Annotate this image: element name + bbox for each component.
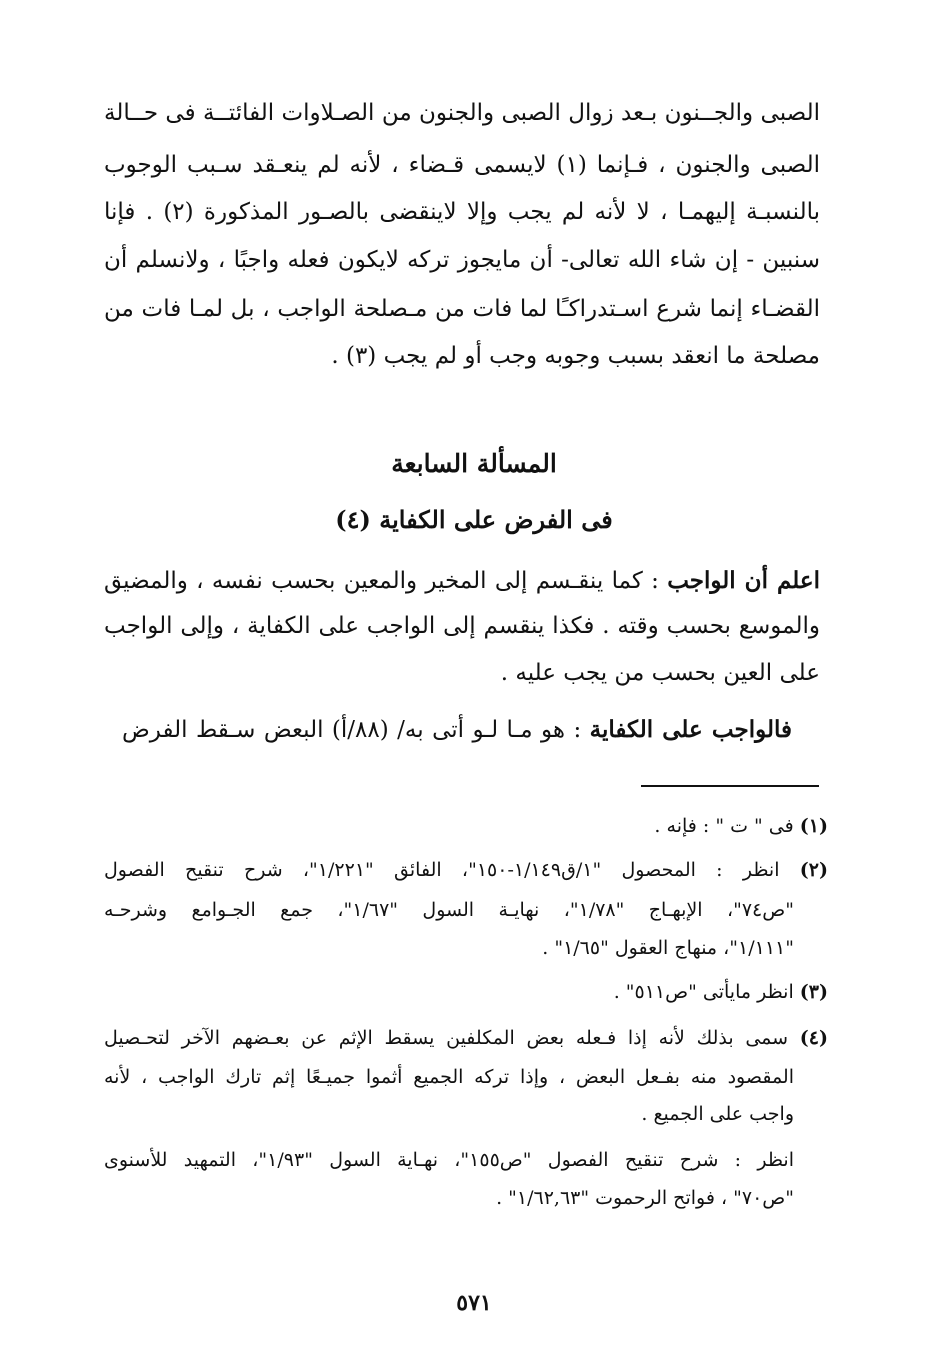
page-number: ٥٧١ [456,1290,492,1316]
footnote-4-line-5: "ص٧٠" ، فواتح الرحموت "١/٦٢,٦٣" . [496,1187,794,1209]
footnote-2-line-2: "ص٧٤"، الإبهـاج "١/٧٨"، نهايـة السول "١/٦٧"، جمع الجـوامع وشرحـه [104,899,794,921]
footnote-4-text-1: سمى بذلك لأنه إذا فـعله بعض المكلفين يسقط الإثم عن بعـضهم الآخر لتحـصيل [104,1027,789,1049]
section-heading: المسألة السابعة [391,449,557,478]
para1-lead: اعلم أن الواجب [667,567,820,594]
footnote-3 [104,981,828,1003]
footnote-1 [104,815,828,837]
para2-rest: : هو مـا لـو أتى به/ (٨٨/أ) البعض سـقط الفرض [122,717,590,743]
footnote-4-line-1 [104,1027,828,1049]
body-line-5: القضـاء إنما شرع اسـتدراكـًا لما فات من مـصلحة الواجب ، بل لمـا فات من [104,296,820,322]
footnote-2-text-1: انظر : المحصول "١/ق١/١٤٩-١٥٠"، الفائق "١/٢٢١"، شرح تنقيح الفصول [104,859,780,881]
footnote-4-line-4: انظر : شرح تنقيح الفصول "ص١٥٥"، نهـاية السول "١/٩٣"، التمهيد للأسنوى [104,1149,794,1171]
footnote-1-number: (١) [799,815,828,837]
footnote-4-line-3: واجب على الجميع . [641,1103,794,1125]
para1-line1-rest: : كما ينقـسم إلى المخير والمعين بحسب نفسه ، والمضيق [104,568,668,594]
body-line-3: بالنسبـة إليهمـا ، لا لأنه لم يجب وإلا لاينقضى بالصـور المذكورة (٢) . فإنا [104,199,820,225]
para1-line-2: والموسع بحسب وقته . فكذا ينقسم إلى الواجب على الكفاية ، وإلى الواجب [104,613,820,639]
footnote-separator [641,785,819,787]
para1-line-1 [104,567,820,594]
body-line-2: الصبى والجنون ، فـإنما (١) لايسمى قـضاء ، لأنه لم ينعـقد سـبب الوجوب [104,152,820,178]
footnote-3-text: انظر مايأتى "ص٥١١" . [613,981,794,1003]
footnote-3-number: (٣) [799,981,828,1003]
para2-lead: فالواجب على الكفاية [589,716,792,743]
footnote-2-number: (٢) [799,859,828,881]
body-line-4: سنبين - إن شاء الله تعالى- أن مايجوز تركه لايكون فعله واجبًا ، ولانسلم أن [104,247,820,273]
footnote-1-text: فى " ت " : فإنه . [654,815,794,837]
body-line-1: الصبى والجــنون بـعد زوال الصبى والجنون من الصـلاوات الفائتــة فى حــالة [104,100,820,126]
footnote-4-line-2: المقصود منه بفـعل البعض ، وإذا تركه الجميع أثموا جميـعًا إثم تارك الواجب ، لأنه [104,1066,794,1088]
para1-line-3: على العين بحسب من يجب عليه . [500,660,820,686]
section-subheading: فى الفرض على الكفاية (٤) [335,505,613,534]
para2-line-1 [122,716,792,743]
footnote-2-line-1 [104,859,828,881]
footnote-4-number: (٤) [799,1027,828,1049]
footnote-2-line-3: "١/١١١"، منهاج العقول "١/٦٥" . [542,937,794,959]
body-line-6: مصلحة ما انعقد بسبب وجوبه وجب أو لم يجب (٣) . [331,343,820,369]
